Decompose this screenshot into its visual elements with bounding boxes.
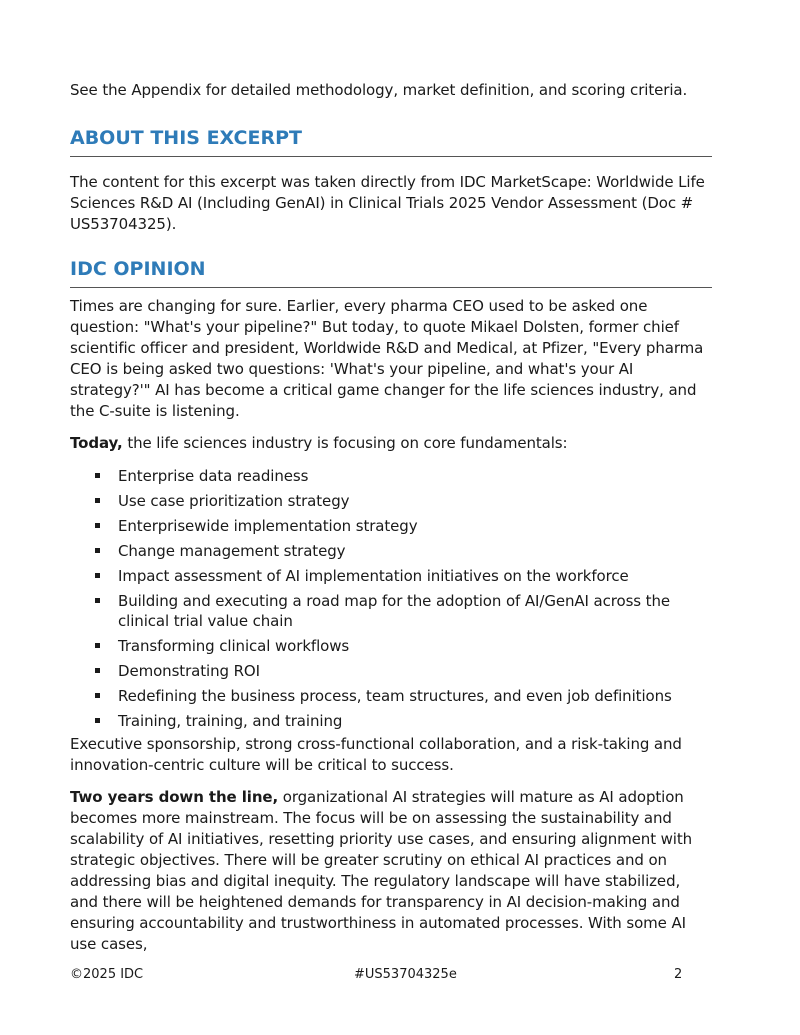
footer-doc-number: #US53704325e [354, 967, 457, 982]
list-item-text: Enterprisewide implementation strategy [118, 517, 418, 535]
list-item-text: Demonstrating ROI [118, 662, 260, 680]
today-lead: Today, [70, 434, 123, 452]
opinion-divider [70, 287, 712, 288]
list-item-text: Building and executing a road map for the adoption of AI/GenAI across the clinical trial value chain [118, 592, 670, 630]
bullet-square-icon [95, 598, 100, 603]
bullet-square-icon [95, 498, 100, 503]
list-item-text: Impact assessment of AI implementation initiatives on the workforce [118, 567, 629, 585]
two-years-rest: organizational AI strategies will mature as AI adoption becomes more mainstream. The focus will be on assessing the sustainability and scalability of AI initiatives, resetting priority use cases, and ensuring alignment with strategic objectives. There will be greater scrutiny on ethical AI practices and on addressing bias and digital inequity. The regulatory landscape will have stabilized, and there will be heightened demands for transparency in AI decision-making and ensuring accountability and trustworthiness in automated processes. With some AI use cases, [70, 788, 693, 953]
opinion-heading: IDC OPINION [70, 258, 206, 280]
list-item [70, 686, 712, 706]
about-heading: ABOUT THIS EXCERPT [70, 127, 302, 149]
bullet-square-icon [95, 718, 100, 723]
bullet-square-icon [95, 573, 100, 578]
bullet-square-icon [95, 643, 100, 648]
list-item [70, 591, 712, 631]
two-years-lead: Two years down the line, [70, 788, 279, 806]
opinion-paragraph-2: Executive sponsorship, strong cross-functional collaboration, and a risk-taking and innovation-centric culture will be critical to success. [70, 735, 682, 774]
bullet-square-icon [95, 523, 100, 528]
two-years-paragraph [70, 787, 712, 955]
intro-paragraph: See the Appendix for detailed methodology, market definition, and scoring criteria. [70, 81, 688, 99]
opinion-section [70, 258, 712, 955]
about-section [70, 127, 712, 235]
footer-copyright: ©2025 IDC [70, 967, 144, 982]
bullet-square-icon [95, 473, 100, 478]
bullet-square-icon [95, 668, 100, 673]
list-item [70, 466, 712, 486]
about-paragraph: The content for this excerpt was taken directly from IDC MarketScape: Worldwide Life Sciences R&D AI (Including GenAI) in Clinical Trials 2025 Vendor Assessment (Doc # US53704325). [70, 173, 705, 233]
list-item-text: Use case prioritization strategy [118, 492, 350, 510]
list-item [70, 541, 712, 561]
today-paragraph [70, 433, 712, 454]
list-item [70, 636, 712, 656]
about-divider [70, 156, 712, 157]
list-item [70, 661, 712, 681]
footer-page-number: 2 [674, 967, 683, 982]
bullet-square-icon [95, 693, 100, 698]
list-item [70, 491, 712, 511]
list-item [70, 516, 712, 536]
list-item [70, 711, 712, 731]
list-item-text: Change management strategy [118, 542, 346, 560]
list-item-text: Redefining the business process, team structures, and even job definitions [118, 687, 672, 705]
today-rest: the life sciences industry is focusing on core fundamentals: [122, 434, 568, 452]
opinion-paragraph-1: Times are changing for sure. Earlier, every pharma CEO used to be asked one question: "What's your pipeline?" But today, to quote Mikael Dolsten, former chief scientific officer and president, Worldwide R&D and Medical, at Pfizer, "Every pharma CEO is being asked two questions: 'What's your pipeline, and what's your AI strategy?'" AI has become a critical game changer for the life sciences industry, and the C-suite is listening. [70, 297, 704, 420]
list-item-text: Enterprise data readiness [118, 467, 309, 485]
fundamentals-list [70, 466, 712, 731]
bullet-square-icon [95, 548, 100, 553]
list-item-text: Training, training, and training [118, 712, 343, 730]
list-item-text: Transforming clinical workflows [118, 637, 350, 655]
list-item [70, 566, 712, 586]
